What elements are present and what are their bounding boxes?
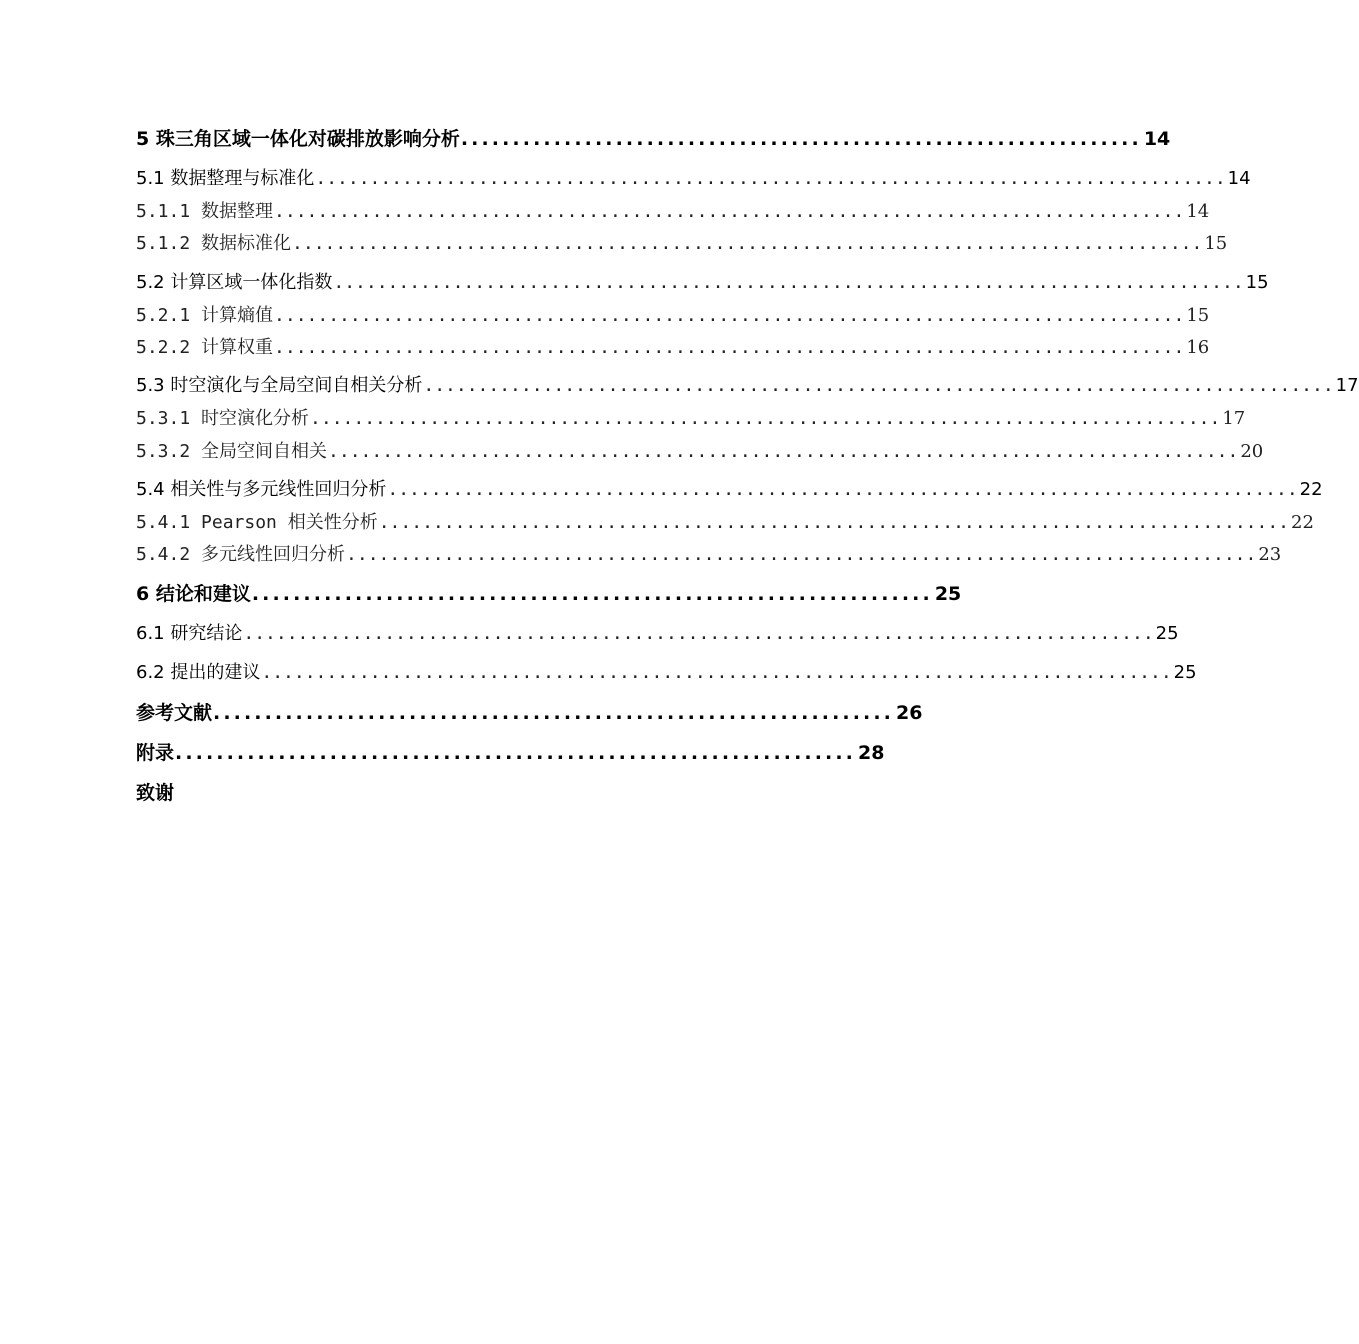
toc-entry-page: 23 [1258,544,1282,565]
toc-entry [136,700,923,726]
toc-entry-page: 25 [1173,662,1197,683]
toc-entry-title: 5.2.2 计算权重 [136,337,274,358]
toc-entry [136,439,1264,465]
toc-entry-title: 参考文献 [136,702,213,724]
dot-leader: .................................................................................... [261,662,1172,683]
toc-entry-title: 5.2 计算区域一体化指数 [136,272,333,293]
dot-leader: .................................................................. [460,128,1142,150]
toc-entry [136,581,962,607]
toc-entry-title: 6.1 研究结论 [136,623,243,644]
toc-entry-page: 25 [934,583,962,605]
toc-entry [136,373,1359,399]
toc-entry [136,660,1197,686]
toc-entry-title: 附录 [136,742,175,764]
toc-entry [136,199,1210,225]
dot-leader: .................................................................. [175,742,856,764]
dot-leader: .................................................................................... [315,168,1226,189]
dot-leader: .................................................................................... [378,512,1290,533]
dot-leader: .................................................................................... [274,305,1185,326]
toc-entry-page: 15 [1186,305,1210,326]
dot-leader: .................................................................................... [310,408,1221,429]
toc-entry-title: 5.3.2 全局空间自相关 [136,441,328,462]
toc-entry-page: 14 [1227,168,1251,189]
dot-leader: .................................................................................... [346,544,1257,565]
dot-leader: .................................................................................... [423,375,1334,396]
toc-entry-title: 6 结论和建议 [136,583,251,605]
toc-entry-title: 5.4.2 多元线性回归分析 [136,544,346,565]
dot-leader: .................................................................. [213,702,894,724]
toc-entry-acknowledgements [136,780,850,806]
toc-entry-page: 16 [1186,337,1210,358]
dot-leader: .................................................................................... [292,233,1203,254]
toc-entry-title: 5.4 相关性与多元线性回归分析 [136,479,387,500]
toc-entry-title: 6.2 提出的建议 [136,662,261,683]
toc-entry-title: 5.4.1 Pearson 相关性分析 [136,512,378,533]
toc-entry [136,270,1269,296]
dot-leader: .................................................................................... [387,479,1298,500]
toc-entry-page: 20 [1240,441,1264,462]
toc-entry [136,542,1282,568]
toc-entry-title: 5.1.1 数据整理 [136,201,274,222]
toc-entry [136,477,1323,503]
dot-leader: .................................................................................... [274,201,1185,222]
toc-entry [136,303,1210,329]
toc-entry-page: 17 [1222,408,1246,429]
toc-entry-title: 致谢 [136,782,175,804]
toc-entry-title: 5.1 数据整理与标准化 [136,168,315,189]
toc-entry [136,335,1210,361]
toc-entry-page: 15 [1245,272,1269,293]
toc-entry-title: 5.2.1 计算熵值 [136,305,274,326]
table-of-contents [136,0,1359,1344]
toc-entry-page: 26 [896,702,923,724]
dot-leader: .................................................................................... [333,272,1244,293]
toc-entry [136,740,885,766]
toc-entry [136,231,1228,257]
dot-leader: .................................................................................... [328,441,1239,462]
toc-entry [136,510,1314,536]
toc-entry-page: 25 [1155,623,1179,644]
toc-entry-page: 15 [1204,233,1228,254]
toc-entry [136,621,1179,647]
toc-entry-title: 5.1.2 数据标准化 [136,233,292,254]
toc-entry-page: 14 [1186,201,1210,222]
toc-entry-page: 17 [1335,375,1359,396]
toc-entry [136,166,1251,192]
dot-leader: .................................................................. [251,583,933,605]
toc-entry-page: 22 [1299,479,1323,500]
toc-entry [136,126,1171,152]
toc-entry-title: 5.3.1 时空演化分析 [136,408,310,429]
dot-leader: .................................................................................... [274,337,1185,358]
toc-entry-page: 14 [1143,128,1171,150]
toc-entry [136,406,1246,432]
toc-entry-page: 28 [858,742,885,764]
toc-entry-title: 5 珠三角区域一体化对碳排放影响分析 [136,128,460,150]
dot-leader: .................................................................................... [243,623,1154,644]
toc-entry-page: 22 [1291,512,1314,533]
toc-entry-title: 5.3 时空演化与全局空间自相关分析 [136,375,423,396]
